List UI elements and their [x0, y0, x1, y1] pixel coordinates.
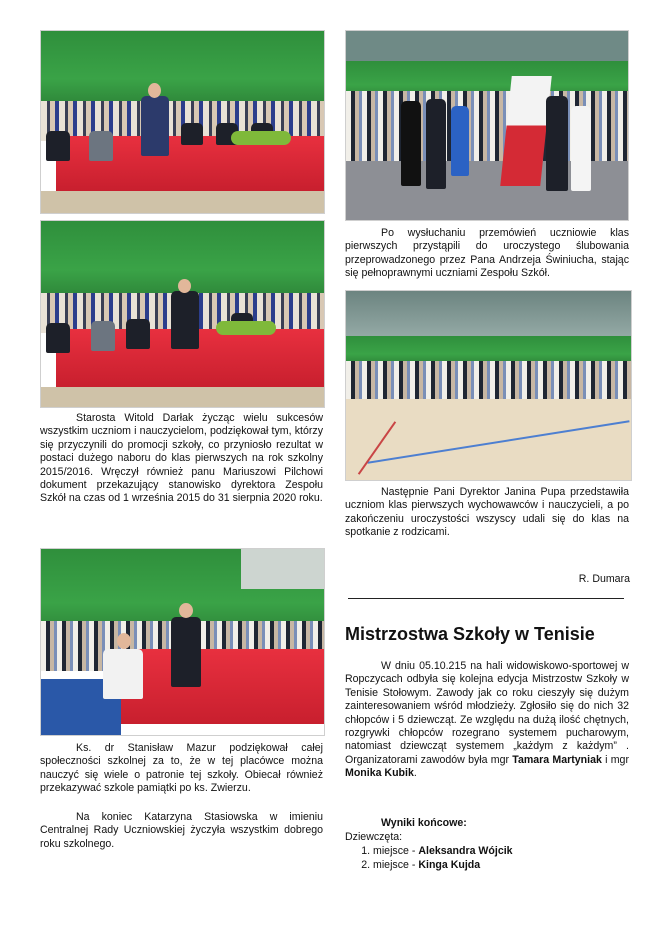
organizer-name: Monika Kubik	[345, 767, 414, 780]
seated-guest	[126, 319, 150, 349]
seated-guest	[46, 131, 70, 161]
director-paragraph: Następnie Pani Dyrektor Janina Pupa przedstawiła uczniom klas pierwszych wychowawców i nauczycieli, a po zakończeniu uroczystości wszyscy udali się do klas na spotkanie z rodzicami.	[345, 486, 629, 539]
flower-decoration	[231, 131, 291, 145]
organizer-name: Tamara Martyniak	[512, 753, 602, 766]
darlak-paragraph: Starosta Witold Darłak życząc wielu sukcesów wszystkim uczniom i nauczycielom, podziękował tym, którzy się przyczynili do promocji szkoły, co przyniosło rezultat w postaci dużego naboru do klas pierwszych na rok szkolny 2015/2016. Wręczył również panu Mariuszowi Pilchowi dokument przekazujący stanowisko dyrektora Zespołu Szkół na czas od 1 września 2015 do 31 sierpnia 2020 roku.	[40, 412, 323, 505]
window-strip	[241, 549, 324, 589]
flower-decoration	[216, 321, 276, 335]
seated-guest	[46, 323, 70, 353]
ceremony-stage-photo	[40, 30, 325, 214]
priest-figure	[171, 617, 201, 687]
speaker-head	[178, 279, 191, 293]
result-item: 2. miejsce - Kinga Kujda	[373, 858, 629, 872]
green-wall	[41, 31, 324, 111]
flag-escort	[571, 106, 591, 191]
audience-rows	[346, 361, 631, 401]
speaker-figure	[171, 291, 199, 349]
result-item: 1. miejsce - Aleksandra Wójcik	[373, 844, 629, 858]
seated-guest	[91, 321, 115, 351]
student-girl	[401, 101, 421, 186]
flag-bearer	[546, 96, 568, 191]
oath-paragraph: Po wysłuchaniu przemówień uczniowie klas pierwszych przystąpili do uroczystego ślubowania przeprowadzonego przez Pana Andrzeja Świniucha, stając się pełnoprawnymi uczniami Zespołu Szkół.	[345, 227, 629, 280]
court-floor	[346, 399, 631, 480]
sports-hall-photo	[345, 290, 632, 481]
student-boy	[426, 99, 446, 189]
student-girl	[451, 106, 469, 176]
priest-head	[179, 603, 193, 618]
uniformed-officer	[103, 649, 143, 699]
speaker-head	[148, 83, 161, 98]
mazur-paragraph: Ks. dr Stanisław Mazur podziękował całej społeczności szkolnej za to, że w tej placówce można nauczyć się wiele o patronie tej szkoły. Obiecał również przekazywać szkole pamiątki po ks. Zwierzu.	[40, 742, 323, 795]
tennis-title: Mistrzostwa Szkoły w Tenisie	[345, 624, 595, 644]
results-category: Dziewczęta:	[345, 831, 403, 843]
officer-head	[117, 633, 131, 649]
speaker-figure	[141, 96, 169, 156]
results-title: Wyniki końcowe:	[381, 817, 467, 829]
priest-speech-photo	[40, 548, 325, 736]
floor	[41, 387, 324, 407]
seated-guest	[89, 131, 113, 161]
stasiowska-paragraph: Na koniec Katarzyna Stasiowska w imieniu Centralnej Rady Uczniowskiej życzyła wszystkim dobrego roku szkolnego.	[40, 811, 323, 850]
results-list	[345, 844, 629, 872]
results-section	[345, 816, 629, 872]
oath-flag-photo	[345, 30, 629, 221]
floor	[41, 191, 324, 213]
seated-guest	[181, 123, 203, 145]
author-signature: R. Dumara	[578, 573, 630, 585]
tennis-paragraph: W dniu 05.10.215 na hali widowiskowo-sportowej w Ropczycach odbyła się kolejna edycja Mistrzostw Szkoły w Tenisie Stołowym. Zawody jak co roku cieszyły się dużym zainteresowaniem wśród młodzieży. Zgłosiło się do nich 32 chłopców i 5 dziewcząt. Ze względu na dużą ilość chętnych, rozgrywki chłopców rozegrano systemem pucharowym, natomiast dziewcząt systemem „każdym z każdym” . Organizatorami zawodów była mgr Tamara Martyniak i mgr Monika Kubik.	[345, 660, 629, 780]
red-table	[121, 649, 324, 724]
section-divider	[348, 598, 624, 599]
ceremony-speech-photo	[40, 220, 325, 408]
